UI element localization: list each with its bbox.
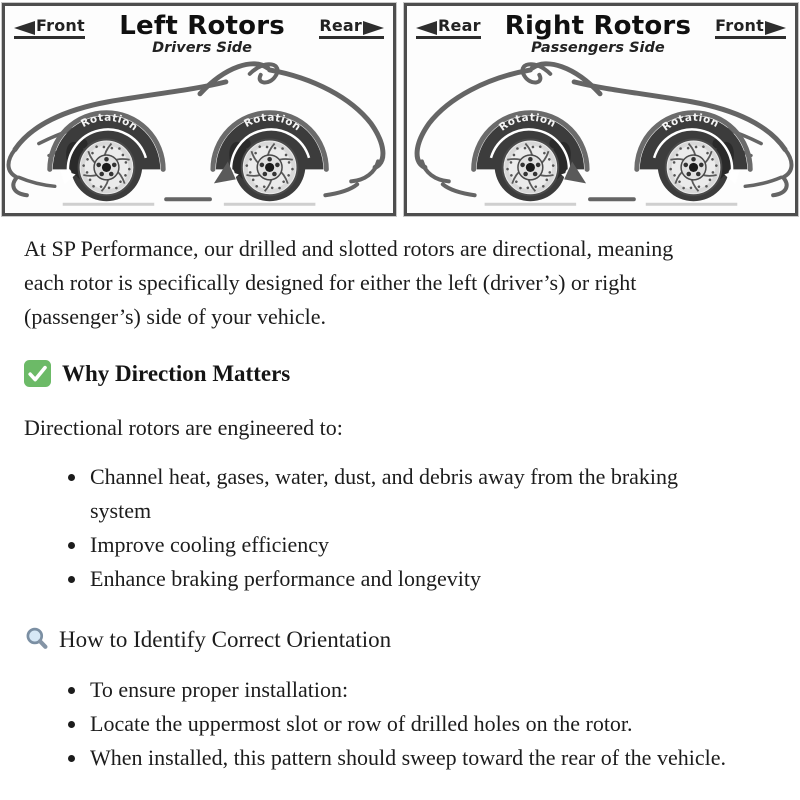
left-panel-titles	[119, 13, 285, 56]
arrow-left-icon	[14, 21, 35, 35]
heading-why-direction-matters	[24, 360, 772, 387]
rotation-label-rear: Rotation	[496, 111, 559, 134]
left-panel-header	[5, 6, 393, 57]
list-item: • Enhance braking performance and longevity	[88, 562, 733, 596]
magnifying-glass-icon	[24, 626, 51, 653]
right-panel-titles	[505, 13, 691, 56]
list-item: • Improve cooling efficiency	[88, 528, 733, 562]
panel-subtitle: Drivers Side	[152, 40, 253, 57]
rear-direction-label	[416, 16, 481, 39]
list-item: • Locate the uppermost slot or row of drilled holes on the rotor.	[88, 707, 733, 741]
heading-identify-orientation	[24, 626, 772, 653]
rear-direction-label	[319, 16, 384, 39]
left-car-illustration	[5, 54, 393, 213]
direction-text: Front	[36, 16, 85, 35]
panel-title: Right Rotors	[504, 11, 692, 41]
rotation-label-front: Rotation	[79, 111, 141, 134]
direction-text: Rear	[319, 16, 362, 35]
arrow-left-icon	[416, 21, 437, 35]
heading-text: How to Identify Correct Orientation	[59, 626, 392, 652]
benefits-list	[24, 460, 772, 596]
orientation-steps-list	[24, 673, 772, 775]
article-body	[0, 232, 800, 775]
front-direction-label	[14, 16, 85, 39]
rotor-direction-diagram	[0, 0, 800, 216]
direction-text: Front	[715, 16, 764, 35]
right-panel-header	[407, 6, 795, 57]
heading-text: Why Direction Matters	[62, 360, 291, 386]
panel-title: Left Rotors	[119, 11, 285, 41]
direction-text: Rear	[438, 16, 481, 35]
list-item: • Channel heat, gases, water, dust, and debris away from the braking system	[88, 460, 733, 528]
list-item: • When installed, this pattern should sweep toward the rear of the vehicle.	[88, 741, 733, 775]
list-item: • To ensure proper installation:	[88, 673, 733, 707]
check-mark-button-icon	[24, 360, 51, 387]
right-rotors-panel	[404, 3, 798, 216]
arrow-right-icon	[765, 21, 786, 35]
right-car-illustration	[407, 54, 795, 213]
intro-paragraph: At SP Performance, our drilled and slotted rotors are directional, meaning each rotor is specifically designed for either the left (driver’s) or right (passenger’s) side of your vehicle.	[24, 236, 674, 330]
front-direction-label	[715, 16, 786, 39]
left-rotors-panel	[2, 3, 396, 216]
arrow-right-icon	[363, 21, 384, 35]
rotation-label-front: Rotation	[660, 111, 722, 134]
panel-subtitle: Passengers Side	[531, 40, 665, 57]
rotation-label-rear: Rotation	[242, 111, 304, 134]
lead-paragraph: Directional rotors are engineered to:	[24, 415, 343, 441]
